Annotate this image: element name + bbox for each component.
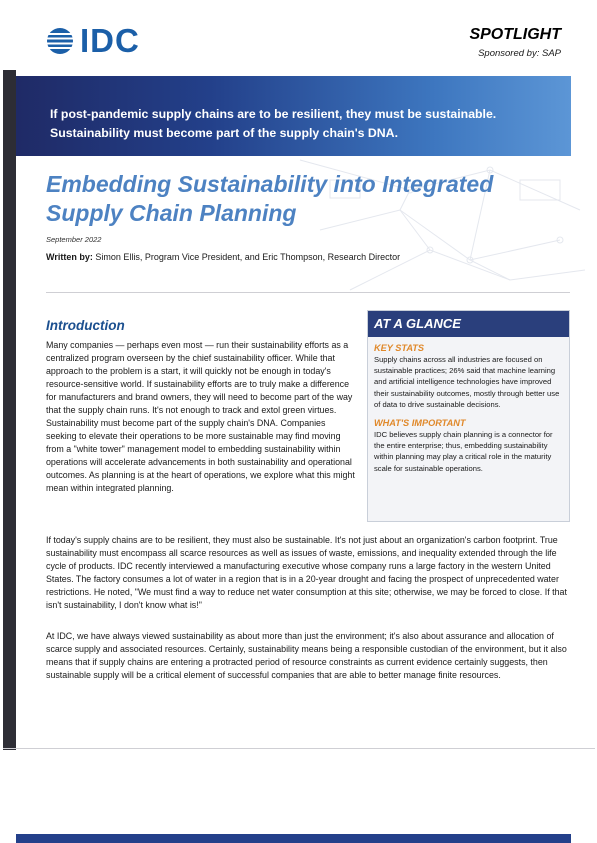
body-paragraph-1: If today's supply chains are to be resilient, they must also be sustainable. It's not just about an organization's carbon footprint. True sustainability must encompass all scarce resources as well as issues of waste, emissions, and inequality extended through the life cycle of products. IDC recently interviewed a manufacturing executive whose company runs a large factory in the western United States. The factory consumes a lot of water in a region that is in a 20-year drought and facing the prospect of unprecedented water restrictions. He noted, "We must find a way to reduce net water consumption at this site; otherwise, we may be forced to close. If that isn't sustainability, I don't know what is!" xyxy=(46,535,567,610)
key-stats-text: Supply chains across all industries are focused on sustainable practices; 26% said that machine learning and artificial intelligence technologies have improved their sustainability outcomes, mostly through better use of data to drive sustainable decisions. xyxy=(374,355,560,409)
whats-important-heading: WHAT'S IMPORTANT xyxy=(374,418,466,429)
key-stats-heading: KEY STATS xyxy=(374,343,425,353)
whats-important-text: IDC believes supply chain planning is a connector for the entire enterprise; thus, embedding sustainability within planning may play a critical role in the maturity scale for sustainable operations. xyxy=(374,430,553,473)
globe-icon xyxy=(46,27,74,55)
authors-names: Simon Ellis, Program Vice President, and Eric Thompson, Research Director xyxy=(95,252,401,262)
written-by-label: Written by: xyxy=(46,252,93,262)
at-a-glance-heading: AT A GLANCE xyxy=(368,311,569,337)
headline-banner xyxy=(16,76,571,156)
banner-text: If post-pandemic supply chains are to be resilient, they must be sustainable. Sustainability must become part of the supply chain's DNA. xyxy=(50,107,497,140)
at-a-glance-sidebar xyxy=(367,310,570,522)
introduction-paragraph: Many companies — perhaps even most — run their sustainability efforts as a centralized program overseen by the chief sustainability officer. While that approach to the problem is a start, it will quickly not be enough in today's resource-sensitive world. If sustainability efforts are to truly make a difference for manufacturers and brand owners, they will need to become part of the way that the supply chain runs. It's not enough to track and extol green virtues. Sustainability must become part of the supply chain's DNA. Companies seeking to elevate their operations to be more sustainable may find moving from a "white tower" management model to embedding sustainability within operations will accelerate advancements in both sustainability and operational outcomes. As planning is at the heart of operations, we explore what this might mean within integrated planning. xyxy=(46,340,355,493)
next-page-header-strip xyxy=(16,834,571,843)
spotlight-title: SPOTLIGHT xyxy=(469,26,561,43)
introduction-heading: Introduction xyxy=(46,318,125,333)
publication-date: September 2022 xyxy=(46,235,102,244)
idc-logo xyxy=(46,24,140,57)
document-title: Embedding Sustainability into Integrated Supply Chain Planning xyxy=(46,171,494,226)
sponsor-line: Sponsored by: SAP xyxy=(478,48,561,59)
page-bottom-edge xyxy=(3,748,595,749)
title-divider xyxy=(46,292,570,293)
logo-text: IDC xyxy=(80,22,140,59)
left-margin-bar xyxy=(3,70,16,750)
body-paragraph-2: At IDC, we have always viewed sustainability as about more than just the environment; it's also about assurance and allocation of scarce supply and associated resources. Certainly, sustainability means being a responsible custodian of the environment, but it also means that if supply chains are entering a protracted period of resource constraints as current evidence certainly suggests, then sustainable supply will be a critical element of successful companies that are able to better manage finite resources. xyxy=(46,631,567,680)
authors-line xyxy=(46,252,400,262)
spotlight-label-block xyxy=(469,26,561,59)
